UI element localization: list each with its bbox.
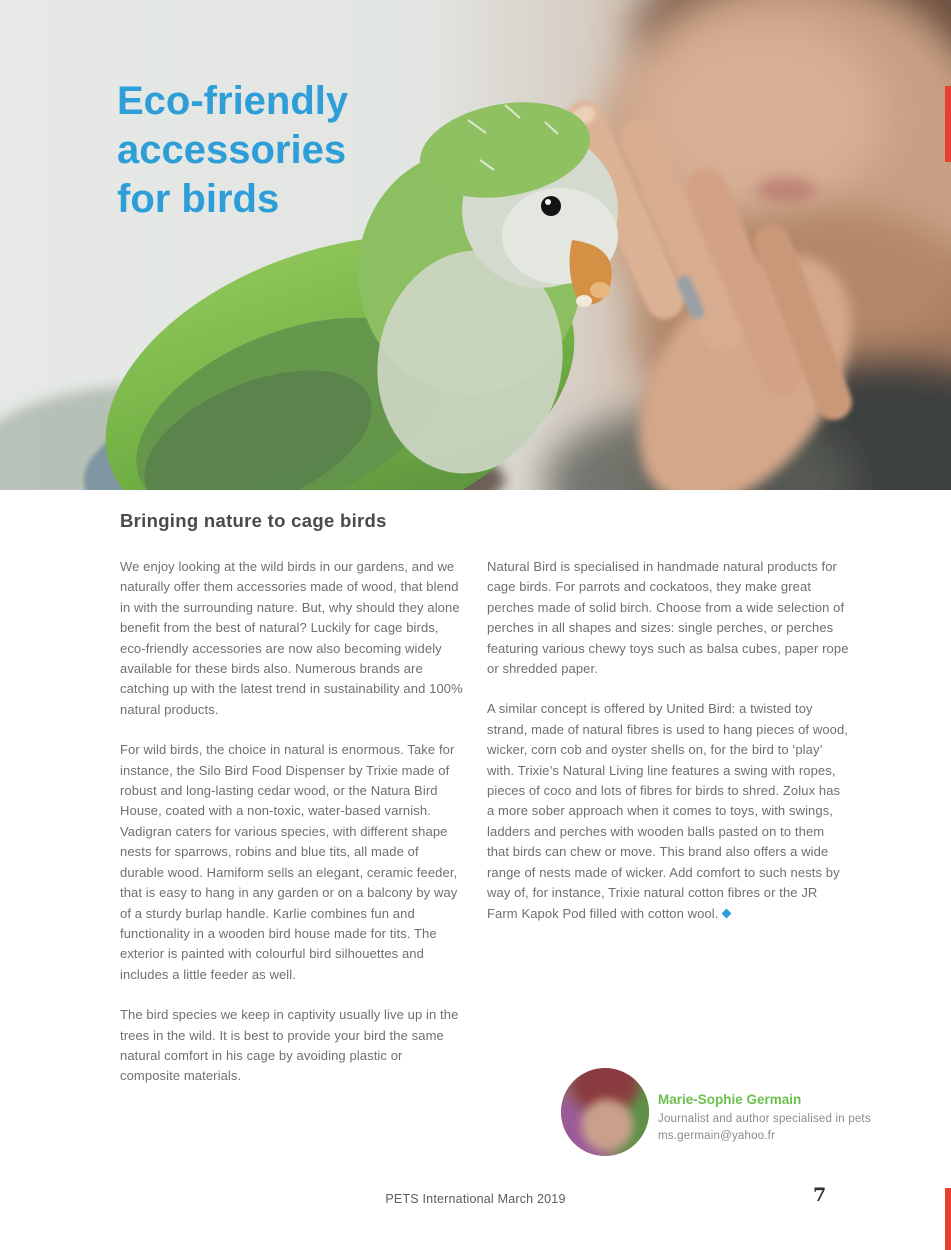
- article-title: [117, 77, 348, 224]
- author-block: [561, 1068, 891, 1158]
- paragraph: The bird species we keep in captivity usually live up in the trees in the wild. It is best to provide your bird the same natural comfort in his cage by avoiding plastic or composite materials.: [120, 1007, 459, 1084]
- paragraph: A similar concept is offered by United Bird: a twisted toy strand, made of natural fibres is used to hang pieces of wood, wicker, corn cob and oyster shells on, for the bird to ‘play’ with. Trixie’s Natural Living line features a swing with ropes, pieces of coco and lots of fibres for birds to shred. Zolux has a more sober approach when it comes to toys, with swings, ladders and perches with wooden balls pasted on to them that birds can chew or move. This brand also offers a wide range of nests made of wicker. Add comfort to such nests by way of, for instance, Trixie natural cotton fibres or the JR Farm Kapok Pod filled with cotton wool.: [487, 701, 849, 921]
- author-avatar: [561, 1068, 649, 1156]
- author-name: Marie-Sophie Germain: [658, 1092, 802, 1107]
- paragraph: We enjoy looking at the wild birds in our gardens, and we naturally offer them accessories made of wood, that blend in with the surrounding nature. But, why should they alone benefit from the best of natural? Luckily for cage birds, eco-friendly accessories are now also becoming widely available for these birds also. Numerous brands are catching up with the latest trend in sustainability and 100% natural products.: [120, 559, 463, 717]
- section-heading: Bringing nature to cage birds: [120, 510, 387, 531]
- parrot-photo-illustration: [0, 0, 951, 490]
- article-title-line: Eco-friendly: [117, 78, 349, 123]
- parrot-eye: [541, 196, 561, 216]
- paragraph: Natural Bird is specialised in handmade natural products for cage birds. For parrots and cockatoos, they make great perches made of solid birch. Choose from a wide selection of perches in all shapes and sizes: single perches, or perches featuring various chewy toys such as balsa cubes, paper rope or shredded paper.: [487, 559, 849, 677]
- end-of-article-diamond-icon: [721, 908, 731, 918]
- author-avatar-photo: [561, 1068, 649, 1156]
- hero-photo: [0, 0, 951, 490]
- footer-magazine-title: PETS International March 2019: [385, 1192, 566, 1206]
- article-left-column: [120, 557, 465, 1107]
- article-title-line: for birds: [117, 176, 280, 221]
- paragraph: For wild birds, the choice in natural is enormous. Take for instance, the Silo Bird Food Dispenser by Trixie made of robust and long-lasting cedar wood, or the Natura Bird House, coated with a non-toxic, water-based varnish. Vadigran caters for various species, with different shape nests for sparrows, robins and blue tits, all made of durable wood. Hamiform sells an elegant, ceramic feeder, that is easy to hang in any garden or on a balcony by way of a sturdy burlap handle. Karlie combines fun and functionality in a wooden bird house made for tits. The exterior is painted with colourful bird silhouettes and includes a little feeder as well.: [120, 742, 458, 982]
- article-title-line: accessories: [117, 127, 347, 172]
- author-email: ms.germain@yahoo.fr: [658, 1130, 776, 1142]
- page-edge-marker-top: [945, 86, 951, 162]
- author-info: [658, 1092, 871, 1142]
- woman-lips: [756, 177, 816, 203]
- article-right-column: [487, 557, 849, 944]
- footer-page-number: 7: [813, 1184, 827, 1206]
- author-role: Journalist and author specialised in pets: [658, 1113, 871, 1125]
